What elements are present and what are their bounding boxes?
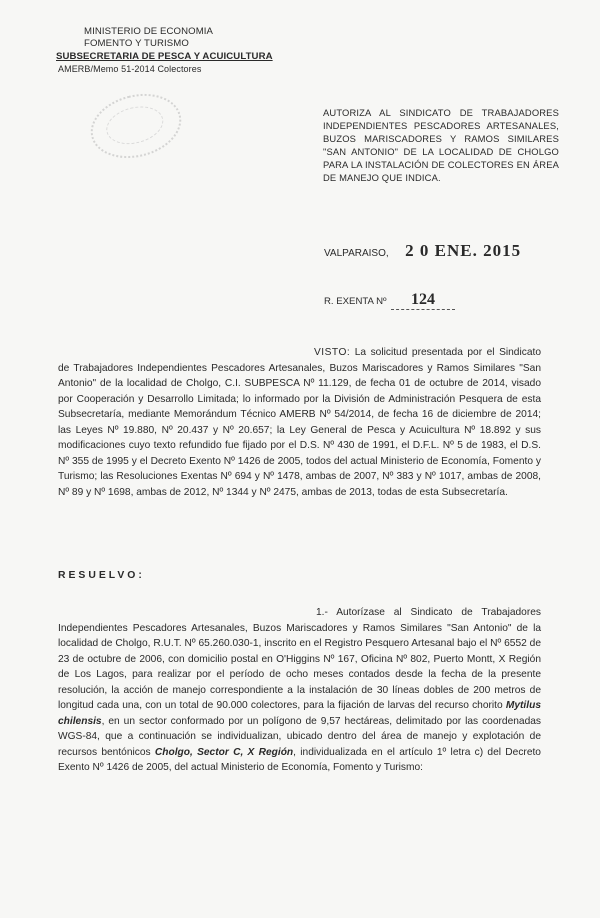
date-stamp: 2 0 ENE. 2015 [405, 241, 522, 260]
resolution-summary: AUTORIZA AL SINDICATO DE TRABAJADORES INDEPENDIENTES PESCADORES ARTESANALES, BUZOS MARISCADORES Y RAMOS SIMILARES "SAN ANTONIO" DE LA LOCALIDAD DE CHOLGO PARA LA INSTALACIÓN DE COLECTORES EN ÁREA DE MANEJO QUE INDICA. [323, 107, 559, 184]
letterhead [56, 26, 286, 75]
visto-text: La solicitud presentada por el Sindicato de Trabajadores Independientes Pescadores Artesanales, Buzos Mariscadores y Ramos Similares "San Antonio" de la localidad de Cholgo, C.I. SUBPESCA Nº 11.129, de fecha 01 de octubre de 2014, visado por Cooperación y Desarrollo Limitada; lo informado por la División de Administración Pesquera de esta Subsecretaría, mediante Memorándum Técnico AMERB Nº 54/2014, de fecha 16 de diciembre de 2014; las Leyes Nº 19.880, Nº 20.437 y Nº 20.657; la Ley General de Pesca y Acuicultura Nº 18.892 y sus modificaciones cuyo texto refundido fue fijado por el D.S. Nº 430 de 1991, el D.F.L. Nº 5 de 1983, el D.S. Nº 355 de 1995 y el Decreto Exento Nº 1426 de 2005, todos del actual Ministerio de Economía, Fomento y Turismo; las Resoluciones Exentas Nº 694 y Nº 1478, ambas de 2007, Nº 383 y Nº 1017, ambas de 2008, Nº 89 y Nº 1698, ambas de 2012, Nº 1344 y Nº 2475, ambas de 2013, todas de esta Subsecretaría. [58, 347, 541, 498]
memo-reference: AMERB/Memo 51-2014 Colectores [58, 64, 202, 74]
visto-label: VISTO: [314, 347, 351, 358]
resolution-number-label: R. EXENTA Nº [324, 296, 387, 307]
resuelvo-heading: RESUELVO: [58, 570, 145, 581]
subsecretaria-name: SUBSECRETARIA DE PESCA Y ACUICULTURA [56, 51, 273, 62]
visto-paragraph [58, 345, 541, 500]
dateline [324, 241, 521, 261]
resolution-number: 124 [391, 291, 455, 310]
management-area-name: Cholgo, Sector C, X Región [154, 746, 294, 758]
article-1-paragraph [58, 605, 541, 776]
official-stamp-mark [84, 85, 188, 167]
article-1-text-part3: , individualizada en el artículo 1º letra c) del Decreto Exento Nº 1426 de 2005, del actual Ministerio de Economía, Fomento y Turismo: [58, 746, 541, 773]
article-1-text-part1: 1.- Autorízase al Sindicato de Trabajadores Independientes Pescadores Artesanales, Buzos Mariscadores y Ramos Similares "San Antonio" de la localidad de Cholgo, R.U.T. Nº 65.260.030-1, inscrito en el Registro Pesquero Artesanal bajo el Nº 6552 de 23 de octubre de 2006, con domicilio postal en O'Higgins Nº 167, Oficina Nº 802, Puerto Montt, X Región de Los Lagos, para realizar por el período de ocho meses contados desde la fecha de la presente resolución, la acción de manejo correspondiente a la instalación de 30 líneas dobles de 200 metros de longitud cada una, con un total de 90.000 colectores, para la fijación de larvas del recurso chorito [58, 607, 541, 711]
resolution-number-line [324, 291, 455, 310]
article-1-text-part2: , en un sector conformado por un polígono de 9,57 hectáreas, delimitado por las coordenadas WGS-84, que a continuación se individualizan, ubicado dentro del área de manejo y explotación de recursos bentónicos [58, 715, 541, 758]
species-name: Mytilus chilensis [58, 700, 541, 727]
ministry-name: MINISTERIO DE ECONOMIA [84, 26, 214, 37]
ministry-subtitle: FOMENTO Y TURISMO [84, 38, 189, 49]
date-place: VALPARAISO, [324, 248, 389, 259]
